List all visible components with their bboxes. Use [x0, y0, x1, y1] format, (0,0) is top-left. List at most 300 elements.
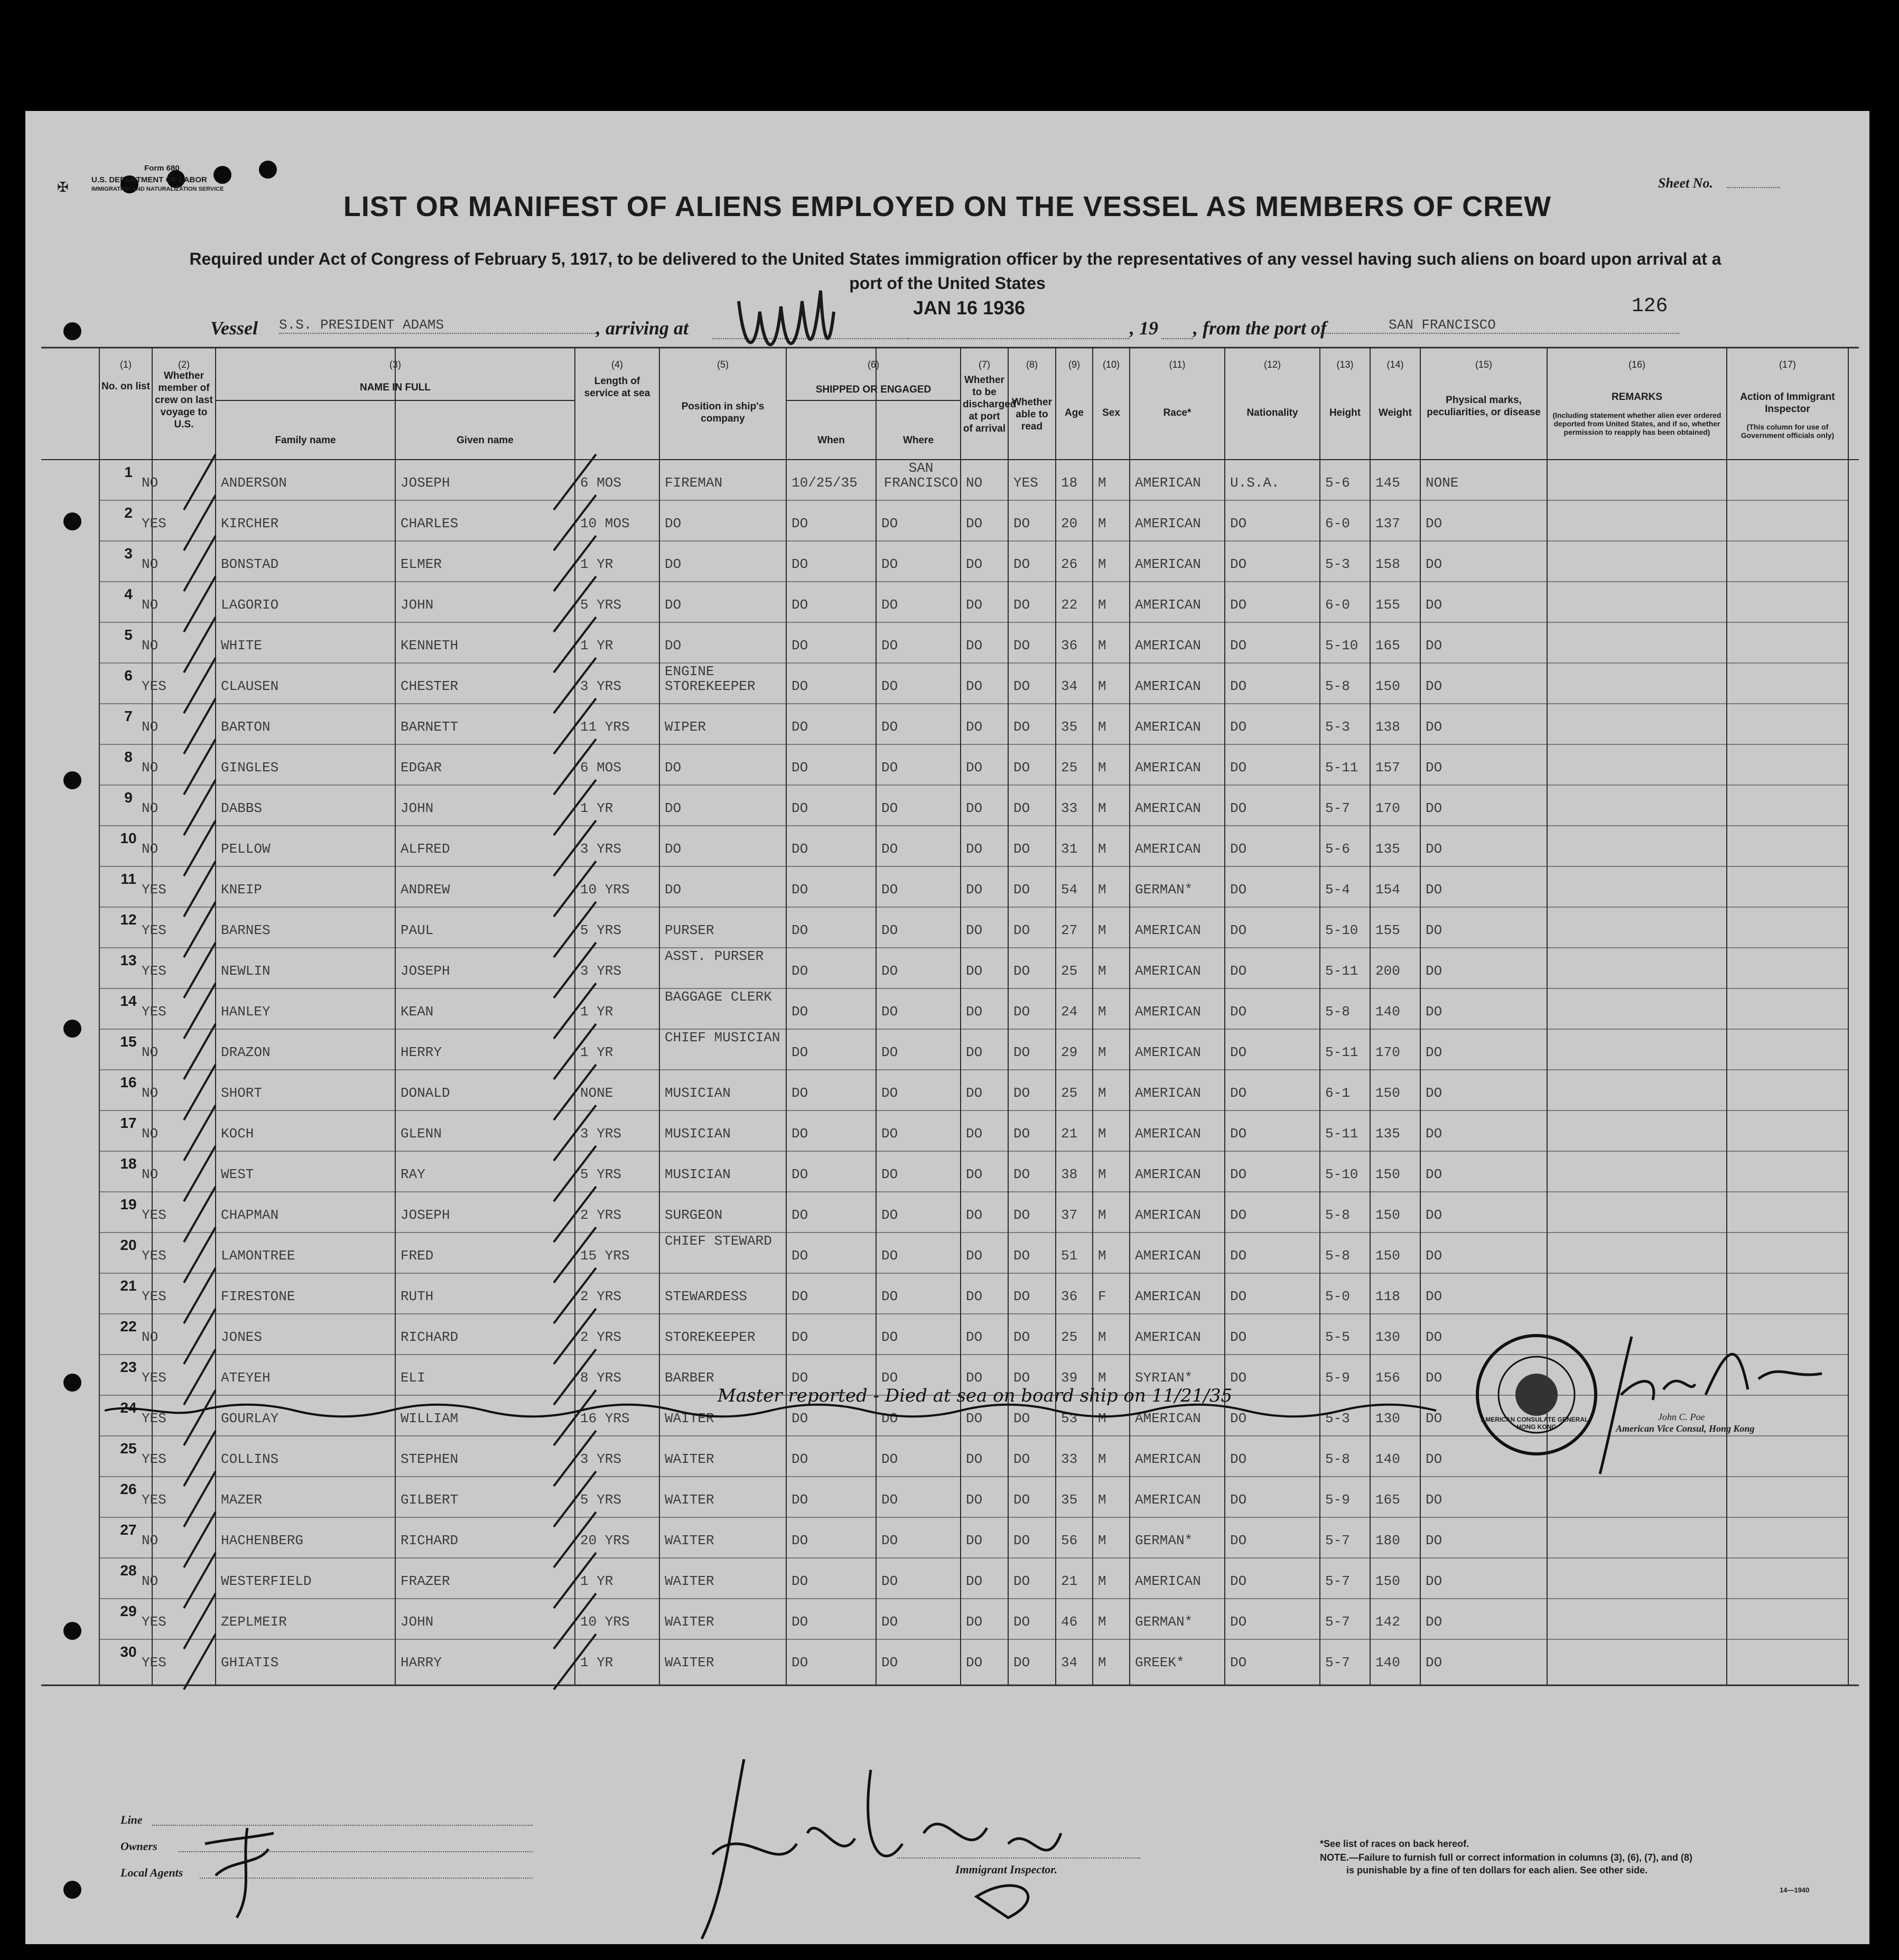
- cell-disch: DO: [966, 1085, 983, 1101]
- col-able-read-header: Whether able to read: [1012, 397, 1052, 432]
- cell-given: PAUL: [401, 922, 434, 938]
- cell-race: GERMAN*: [1135, 1614, 1193, 1630]
- cell-when: DO: [792, 1655, 808, 1670]
- department-name: U.S. DEPARTMENT OF LABOR: [91, 175, 207, 184]
- cell-race: AMERICAN: [1135, 1451, 1201, 1467]
- cell-sex: M: [1098, 1533, 1106, 1548]
- cell-service: 3 YRS: [580, 841, 622, 857]
- cell-where: DO: [881, 1044, 898, 1060]
- cell-where: DO: [881, 1614, 898, 1630]
- cell-height: 5-9: [1325, 1370, 1350, 1386]
- cell-age: 54: [1061, 882, 1078, 898]
- cell-race: GREEK*: [1135, 1655, 1185, 1670]
- cell-service: 1 YR: [580, 638, 613, 654]
- cell-marks: DO: [1426, 556, 1442, 572]
- cell-service: 20 YRS: [580, 1533, 630, 1548]
- col-remarks-header-number: (16): [1628, 359, 1645, 370]
- cell-sex: M: [1098, 1411, 1106, 1426]
- cell-age: 36: [1061, 1289, 1078, 1304]
- cell-service: 5 YRS: [580, 1492, 622, 1508]
- cell-where: DO: [881, 1248, 898, 1264]
- cell-position: DO: [665, 800, 682, 816]
- row-number: 29: [120, 1603, 137, 1619]
- cell-family: SHORT: [221, 1085, 263, 1101]
- cell-read: DO: [1013, 638, 1030, 654]
- cell-sex: M: [1098, 963, 1106, 979]
- cell-service: 6 MOS: [580, 475, 622, 491]
- cell-race: AMERICAN: [1135, 1411, 1201, 1426]
- action-note: (This column for use of Government officials only): [1740, 423, 1835, 440]
- cell-family: GOURLAY: [221, 1411, 279, 1426]
- cell-where: DO: [881, 516, 898, 531]
- cell-read: DO: [1013, 1655, 1030, 1670]
- cell-height: 5-4: [1325, 882, 1350, 898]
- cell-age: 51: [1061, 1248, 1078, 1264]
- cell-read: DO: [1013, 963, 1030, 979]
- cell-disch: DO: [966, 760, 983, 776]
- cell-where: DO: [881, 719, 898, 735]
- cell-read: DO: [1013, 1614, 1030, 1630]
- from-port-label: , from the port of: [1193, 318, 1327, 339]
- row-number: 13: [120, 952, 137, 968]
- penalty-note-2: is punishable by a fine of ten dollars for each alien. See other side.: [1346, 1865, 1648, 1875]
- cell-weight: 118: [1375, 1289, 1400, 1304]
- cell-family: WEST: [221, 1166, 254, 1182]
- cell-marks: DO: [1426, 597, 1442, 613]
- cell-service: 10 YRS: [580, 1614, 630, 1630]
- cell-marks: DO: [1426, 1329, 1442, 1345]
- vice-consul-signature: [1589, 1315, 1843, 1490]
- cell-disch: DO: [966, 556, 983, 572]
- cell-weight: 200: [1375, 963, 1400, 979]
- cell-nat: DO: [1230, 678, 1247, 694]
- cell-race: AMERICAN: [1135, 760, 1201, 776]
- cell-family: GINGLES: [221, 760, 279, 776]
- cell-given: ANDREW: [401, 882, 450, 898]
- list-number: 126: [1632, 295, 1668, 318]
- page-title: LIST OR MANIFEST OF ALIENS EMPLOYED ON THE VESSEL AS MEMBERS OF CREW: [343, 191, 1552, 222]
- cell-disch: DO: [966, 1166, 983, 1182]
- cell-weight: 130: [1375, 1329, 1400, 1345]
- cell-prev: NO: [142, 1573, 159, 1589]
- cell-race: AMERICAN: [1135, 1207, 1201, 1223]
- cell-service: 3 YRS: [580, 963, 622, 979]
- cell-family: NEWLIN: [221, 963, 271, 979]
- row-number: 2: [124, 505, 133, 521]
- cell-given: RICHARD: [401, 1533, 459, 1548]
- cell-prev: NO: [142, 638, 159, 654]
- cell-marks: DO: [1426, 1492, 1442, 1508]
- cell-prev: YES: [142, 1492, 166, 1508]
- cell-prev: YES: [142, 1207, 166, 1223]
- cell-marks: DO: [1426, 516, 1442, 531]
- cell-when: DO: [792, 1370, 808, 1386]
- cell-when: DO: [792, 597, 808, 613]
- cell-race: AMERICAN: [1135, 1044, 1201, 1060]
- cell-read: DO: [1013, 1329, 1030, 1345]
- cell-prev: YES: [142, 1614, 166, 1630]
- cell-given: ALFRED: [401, 841, 450, 857]
- cell-prev: YES: [142, 678, 166, 694]
- row-number: 11: [120, 871, 136, 887]
- cell-when: DO: [792, 719, 808, 735]
- cell-weight: 150: [1375, 1573, 1400, 1589]
- cell-age: 46: [1061, 1614, 1078, 1630]
- cell-when: DO: [792, 1126, 808, 1142]
- cell-family: KIRCHER: [221, 516, 279, 531]
- cell-race: AMERICAN: [1135, 719, 1201, 735]
- cell-nat: DO: [1230, 1329, 1247, 1345]
- cell-position: WAITER: [665, 1451, 714, 1467]
- cell-position: DO: [665, 882, 682, 898]
- cell-given: FRAZER: [401, 1573, 450, 1589]
- row-number: 8: [124, 749, 133, 765]
- col-name-header-number: (3): [389, 359, 401, 370]
- cell-where: DO: [881, 1533, 898, 1548]
- cell-weight: 156: [1375, 1370, 1400, 1386]
- cell-read: DO: [1013, 1492, 1030, 1508]
- cell-marks: DO: [1426, 1573, 1442, 1589]
- shipped-where-subheader: Where: [902, 435, 934, 446]
- cell-height: 6-1: [1325, 1085, 1350, 1101]
- cell-sex: F: [1098, 1289, 1106, 1304]
- cell-age: 21: [1061, 1573, 1078, 1589]
- cell-age: 26: [1061, 556, 1078, 572]
- cell-where: DO: [881, 1126, 898, 1142]
- cell-nat: DO: [1230, 1533, 1247, 1548]
- cell-race: AMERICAN: [1135, 638, 1201, 654]
- cell-when: DO: [792, 1411, 808, 1426]
- col-no-header: No. on list: [101, 381, 150, 392]
- cell-height: 5-8: [1325, 1004, 1350, 1020]
- row-number: 4: [124, 586, 133, 602]
- cell-given: GILBERT: [401, 1492, 459, 1508]
- cell-read: DO: [1013, 1207, 1030, 1223]
- cell-height: 5-10: [1325, 922, 1358, 938]
- cell-where: DO: [881, 922, 898, 938]
- cell-family: HACHENBERG: [221, 1533, 304, 1548]
- cell-family: GHIATIS: [221, 1655, 279, 1670]
- cell-height: 5-9: [1325, 1492, 1350, 1508]
- cell-marks: DO: [1426, 922, 1442, 938]
- cell-service: 3 YRS: [580, 1126, 622, 1142]
- cell-family: BARTON: [221, 719, 271, 735]
- cell-read: DO: [1013, 882, 1030, 898]
- cell-service: 11 YRS: [580, 719, 630, 735]
- col-discharged-header-number: (7): [979, 359, 990, 370]
- cell-sex: M: [1098, 800, 1106, 816]
- cell-disch: DO: [966, 882, 983, 898]
- cell-disch: DO: [966, 1126, 983, 1142]
- cell-service: 1 YR: [580, 1044, 613, 1060]
- cell-given: KEAN: [401, 1004, 434, 1020]
- col-prev-voyage-header-number: (2): [178, 359, 190, 370]
- cell-service: 8 YRS: [580, 1370, 622, 1386]
- cell-weight: 150: [1375, 678, 1400, 694]
- cell-disch: DO: [966, 963, 983, 979]
- col-age-header: Age: [1065, 407, 1084, 418]
- cell-marks: DO: [1426, 760, 1442, 776]
- cell-read: YES: [1013, 475, 1038, 491]
- cell-family: LAGORIO: [221, 597, 279, 613]
- cell-prev: YES: [142, 1451, 166, 1467]
- cell-age: 38: [1061, 1166, 1078, 1182]
- cell-nat: DO: [1230, 922, 1247, 938]
- cell-given: JOSEPH: [401, 475, 450, 491]
- penalty-note-1: NOTE.—Failure to furnish full or correct information in columns (3), (6), (7), and (8): [1320, 1852, 1693, 1863]
- cell-read: DO: [1013, 841, 1030, 857]
- cell-weight: 135: [1375, 841, 1400, 857]
- cell-race: AMERICAN: [1135, 1085, 1201, 1101]
- cell-position: DO: [665, 556, 682, 572]
- cell-height: 5-0: [1325, 1289, 1350, 1304]
- cell-height: 5-10: [1325, 1166, 1358, 1182]
- cell-family: CHAPMAN: [221, 1207, 279, 1223]
- cell-disch: DO: [966, 1614, 983, 1630]
- cell-when: DO: [792, 638, 808, 654]
- cell-prev: YES: [142, 1655, 166, 1670]
- cell-prev: YES: [142, 1411, 166, 1426]
- cell-read: DO: [1013, 719, 1030, 735]
- cell-where: DO: [881, 1289, 898, 1304]
- cell-service: 3 YRS: [580, 1451, 622, 1467]
- row-number: 17: [120, 1115, 137, 1131]
- cell-service: 10 YRS: [580, 882, 630, 898]
- cell-sex: M: [1098, 1370, 1106, 1386]
- cell-nat: DO: [1230, 760, 1247, 776]
- cell-nat: DO: [1230, 1207, 1247, 1223]
- col-nationality-header: Nationality: [1246, 407, 1298, 418]
- cell-disch: DO: [966, 1451, 983, 1467]
- cell-age: 53: [1061, 1411, 1078, 1426]
- row-number: 14: [120, 993, 137, 1009]
- col-position-header-number: (5): [717, 359, 729, 370]
- cell-prev: NO: [142, 1329, 159, 1345]
- cell-height: 5-8: [1325, 678, 1350, 694]
- cell-position: WAITER: [665, 1492, 714, 1508]
- cell-race: SYRIAN*: [1135, 1370, 1193, 1386]
- col-weight-header: Weight: [1379, 407, 1412, 418]
- row-number: 18: [120, 1155, 137, 1172]
- cell-prev: NO: [142, 1166, 159, 1182]
- cell-race: AMERICAN: [1135, 1573, 1201, 1589]
- cell-prev: NO: [142, 1044, 159, 1060]
- cell-given: WILLIAM: [401, 1411, 459, 1426]
- cell-nat: DO: [1230, 1126, 1247, 1142]
- cell-disch: DO: [966, 1004, 983, 1020]
- row-number: 9: [124, 789, 133, 806]
- col-height-header: Height: [1329, 407, 1361, 418]
- cell-race: AMERICAN: [1135, 1248, 1201, 1264]
- cell-prev: YES: [142, 1370, 166, 1386]
- row-number: 22: [120, 1318, 137, 1334]
- cell-read: DO: [1013, 800, 1030, 816]
- cell-race: AMERICAN: [1135, 1329, 1201, 1345]
- cell-marks: DO: [1426, 1126, 1442, 1142]
- year-label: , 19: [1130, 318, 1158, 339]
- cell-age: 25: [1061, 963, 1078, 979]
- local-agents-label: Local Agents: [120, 1866, 183, 1879]
- cell-age: 27: [1061, 922, 1078, 938]
- owners-label: Owners: [120, 1840, 157, 1853]
- cell-sex: M: [1098, 719, 1106, 735]
- vessel-label: Vessel: [210, 318, 258, 339]
- cell-given: ELMER: [401, 556, 442, 572]
- cell-position: MUSICIAN: [665, 1085, 731, 1101]
- col-prev-voyage-header: Whether member of crew on last voyage to U.S.: [155, 370, 213, 430]
- cell-prev: NO: [142, 800, 159, 816]
- consulate-seal-text: AMERICAN CONSULATE GENERAL · HONG KONG: [1481, 1416, 1593, 1431]
- cell-given: JOSEPH: [401, 963, 450, 979]
- col-weight-header-number: (14): [1386, 359, 1404, 370]
- cell-where: DO: [881, 1085, 898, 1101]
- cell-nat: DO: [1230, 1492, 1247, 1508]
- cell-family: DRAZON: [221, 1044, 271, 1060]
- cell-marks: DO: [1426, 678, 1442, 694]
- col-physical-marks-header-number: (15): [1475, 359, 1492, 370]
- row-number: 6: [124, 667, 133, 684]
- col-height-header-number: (13): [1336, 359, 1354, 370]
- page-subtitle-cont: port of the United States: [849, 274, 1046, 293]
- cell-given: HARRY: [401, 1655, 442, 1670]
- cell-race: AMERICAN: [1135, 597, 1201, 613]
- cell-when: DO: [792, 556, 808, 572]
- cell-prev: YES: [142, 922, 166, 938]
- cell-given: GLENN: [401, 1126, 442, 1142]
- cell-prev: NO: [142, 1085, 159, 1101]
- cell-weight: 140: [1375, 1004, 1400, 1020]
- cell-age: 37: [1061, 1207, 1078, 1223]
- cell-disch: DO: [966, 922, 983, 938]
- shipped-when-subheader: When: [817, 435, 845, 446]
- cell-where: DO: [881, 841, 898, 857]
- cell-sex: M: [1098, 922, 1106, 938]
- cell-position: ENGINE STOREKEEPER: [665, 664, 756, 694]
- cell-marks: DO: [1426, 1166, 1442, 1182]
- row-number: 7: [124, 708, 133, 724]
- cell-when: DO: [792, 922, 808, 938]
- cell-prev: YES: [142, 963, 166, 979]
- cell-height: 5-8: [1325, 1248, 1350, 1264]
- cell-sex: M: [1098, 597, 1106, 613]
- cell-given: JOSEPH: [401, 1207, 450, 1223]
- cell-race: AMERICAN: [1135, 1166, 1201, 1182]
- service-name: IMMIGRATION AND NATURALIZATION SERVICE: [91, 186, 224, 192]
- cell-position: DO: [665, 841, 682, 857]
- col-length-service-header-number: (4): [611, 359, 623, 370]
- cell-service: 2 YRS: [580, 1329, 622, 1345]
- cell-height: 5-3: [1325, 556, 1350, 572]
- cell-disch: DO: [966, 1329, 983, 1345]
- cell-marks: NONE: [1426, 475, 1459, 491]
- cell-prev: NO: [142, 1126, 159, 1142]
- cell-race: AMERICAN: [1135, 556, 1201, 572]
- cell-read: DO: [1013, 1289, 1030, 1304]
- eagle-icon: ✠: [57, 180, 69, 195]
- cell-family: ZEPLMEIR: [221, 1614, 287, 1630]
- cell-weight: 135: [1375, 1126, 1400, 1142]
- cell-disch: DO: [966, 516, 983, 531]
- cell-disch: DO: [966, 1573, 983, 1589]
- cell-position: BAGGAGE CLERK: [665, 989, 772, 1005]
- cell-race: AMERICAN: [1135, 841, 1201, 857]
- cell-position: WAITER: [665, 1411, 714, 1426]
- cell-weight: 150: [1375, 1248, 1400, 1264]
- cell-position: FIREMAN: [665, 475, 723, 491]
- cell-nat: DO: [1230, 638, 1247, 654]
- cell-marks: DO: [1426, 1207, 1442, 1223]
- cell-marks: DO: [1426, 1614, 1442, 1630]
- cell-height: 5-11: [1325, 1044, 1358, 1060]
- cell-where: SAN FRANCISCO: [883, 460, 958, 491]
- cell-read: DO: [1013, 1166, 1030, 1182]
- col-able-read-header-number: (8): [1026, 359, 1038, 370]
- cell-race: AMERICAN: [1135, 678, 1201, 694]
- cell-nat: DO: [1230, 1248, 1247, 1264]
- cell-sex: M: [1098, 1085, 1106, 1101]
- cell-age: 25: [1061, 760, 1078, 776]
- cell-height: 5-6: [1325, 841, 1350, 857]
- cell-nat: DO: [1230, 556, 1247, 572]
- cell-family: LAMONTREE: [221, 1248, 295, 1264]
- cell-when: DO: [792, 963, 808, 979]
- cell-height: 5-5: [1325, 1329, 1350, 1345]
- cell-when: DO: [792, 1207, 808, 1223]
- cell-position: WAITER: [665, 1655, 714, 1670]
- cell-height: 5-6: [1325, 475, 1350, 491]
- cell-when: DO: [792, 882, 808, 898]
- cell-position: STEWARDESS: [665, 1289, 748, 1304]
- cell-marks: DO: [1426, 963, 1442, 979]
- cell-when: DO: [792, 1573, 808, 1589]
- cell-family: FIRESTONE: [221, 1289, 295, 1304]
- cell-sex: M: [1098, 1573, 1106, 1589]
- cell-read: DO: [1013, 1044, 1030, 1060]
- cell-read: DO: [1013, 1370, 1030, 1386]
- cell-weight: 150: [1375, 1085, 1400, 1101]
- cell-sex: M: [1098, 1126, 1106, 1142]
- row-number: 20: [120, 1237, 137, 1253]
- cell-age: 25: [1061, 1329, 1078, 1345]
- cell-service: NONE: [580, 1085, 613, 1101]
- cell-weight: 137: [1375, 516, 1400, 531]
- cell-read: DO: [1013, 1533, 1030, 1548]
- cell-service: 6 MOS: [580, 760, 622, 776]
- cell-race: AMERICAN: [1135, 1289, 1201, 1304]
- consulate-seal: [1473, 1331, 1600, 1458]
- manifest-sheet: [25, 111, 1869, 1944]
- cell-family: BARNES: [221, 922, 271, 938]
- cell-read: DO: [1013, 556, 1030, 572]
- cell-prev: YES: [142, 1004, 166, 1020]
- cell-position: ASST. PURSER: [665, 948, 764, 964]
- col-name-header: NAME IN FULL: [359, 382, 431, 393]
- cell-given: ELI: [401, 1370, 425, 1386]
- cell-weight: 165: [1375, 638, 1400, 654]
- cell-service: 5 YRS: [580, 597, 622, 613]
- cell-when: DO: [792, 1166, 808, 1182]
- row-number: 28: [120, 1562, 137, 1579]
- arriving-label: , arriving at: [596, 318, 689, 339]
- cell-where: DO: [881, 760, 898, 776]
- cell-age: 31: [1061, 841, 1078, 857]
- cell-nat: DO: [1230, 1655, 1247, 1670]
- cell-height: 5-8: [1325, 1207, 1350, 1223]
- cell-given: RUTH: [401, 1289, 434, 1304]
- row-number: 24: [120, 1399, 137, 1416]
- cell-prev: NO: [142, 841, 159, 857]
- col-discharged-header: Whether to be discharged at port of arrival: [963, 375, 1017, 434]
